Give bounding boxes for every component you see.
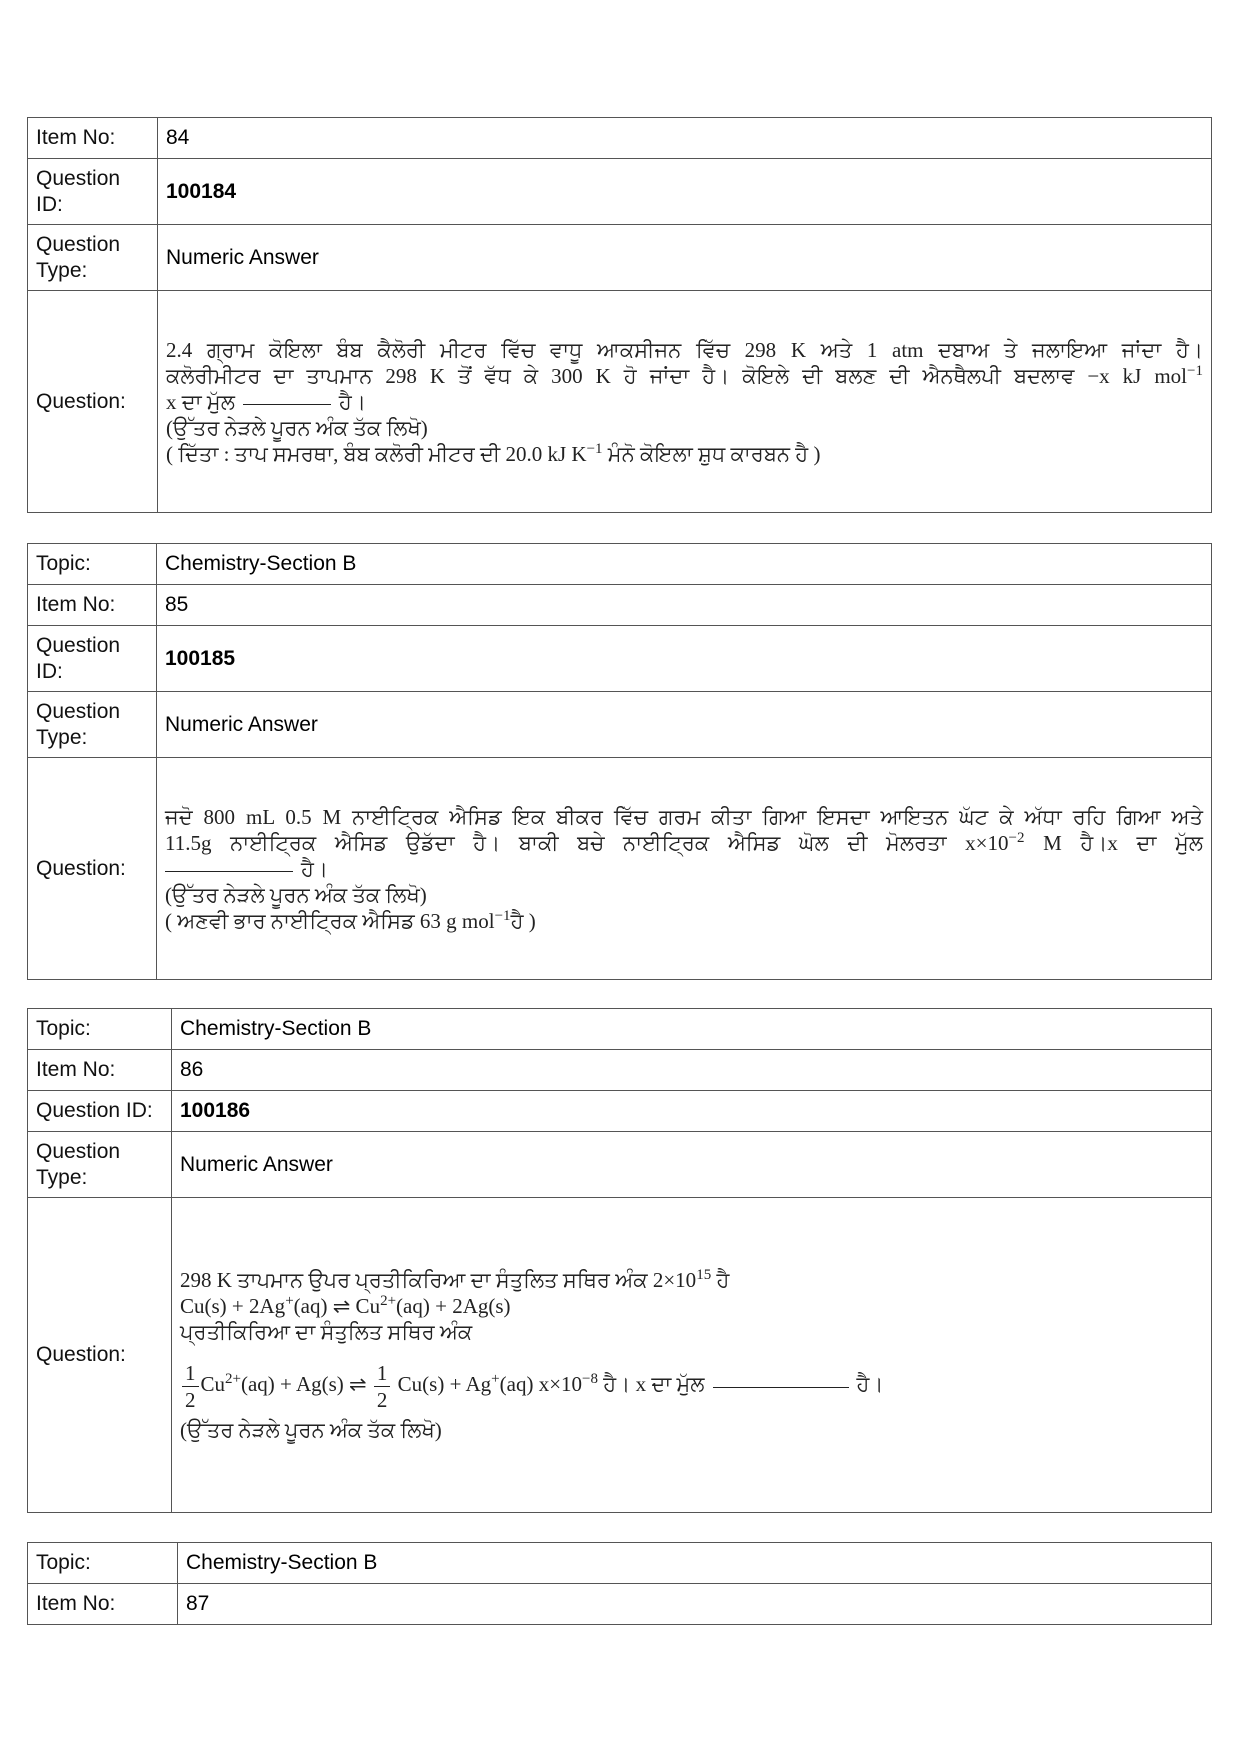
answer-blank bbox=[165, 869, 293, 872]
item-no-label: Item No: bbox=[28, 1584, 178, 1625]
question-id-value: 100184 bbox=[158, 159, 1212, 225]
answer-blank bbox=[713, 1385, 849, 1388]
question-label: Question: bbox=[28, 758, 157, 980]
question-line: ਕਲੋਰੀਮੀਟਰ ਦਾ ਤਾਪਮਾਨ 298 K ਤੋਂ ਵੱਧ ਕੇ 300 K ਹੋ ਜਾਂਦਾ ਹੈ। ਕੋਇਲੇ ਦੀ ਬਲਣ ਦੀ ਐਨਥੈਲਪੀ ਬਦਲਾਵ −x kJ mol$^{-1}$ bbox=[166, 362, 1203, 388]
question-text bbox=[172, 1198, 1212, 1513]
question-id-value: 100186 bbox=[172, 1091, 1212, 1132]
item-no-value: 84 bbox=[158, 118, 1212, 159]
question-line: 2.4 ਗ੍ਰਾਮ ਕੋਇਲਾ ਬੰਬ ਕੈਲੋਰੀ ਮੀਟਰ ਵਿੱਚ ਵਾਧੂ ਆਕਸੀਜਨ ਵਿੱਚ 298 K ਅਤੇ 1 atm ਦਬਾਅ ਤੇ ਜਲਾਇਆ ਜਾਂਦਾ ਹੈ। bbox=[166, 337, 1203, 362]
item-no-label: Item No: bbox=[28, 1050, 172, 1091]
item-no-label: Item No: bbox=[28, 118, 158, 159]
question-line: ਜਦੋ 800 mL 0.5 M ਨਾਈਟ੍ਰਿਕ ਐਸਿਡ ਇਕ ਬੀਕਰ ਵਿੱਚ ਗਰਮ ਕੀਤਾ ਗਿਆ ਇਸਦਾ ਆਇਤਨ ਘੱਟ ਕੇ ਅੱਧਾ ਰਹਿ ਗਿਆ ਅਤੇ bbox=[165, 804, 1203, 829]
question-type-value: Numeric Answer bbox=[158, 225, 1212, 291]
topic-value: Chemistry-Section B bbox=[172, 1009, 1212, 1050]
topic-label: Topic: bbox=[28, 1543, 178, 1584]
question-text bbox=[157, 758, 1212, 980]
question-id-label: Question ID: bbox=[28, 159, 158, 225]
fraction: $\frac{1}{2}$ bbox=[182, 1360, 199, 1413]
topic-label: Topic: bbox=[28, 1009, 172, 1050]
question-note: (ਉੱਤਰ ਨੇੜਲੇ ਪੂਰਨ ਅੰਕ ਤੱਕ ਲਿਖੋ) bbox=[166, 415, 428, 440]
question-type-value: Numeric Answer bbox=[172, 1132, 1212, 1198]
question-note: (ਉੱਤਰ ਨੇੜਲੇ ਪੂਰਨ ਅੰਕ ਤੱਕ ਲਿਖੋ) bbox=[165, 882, 427, 907]
question-text bbox=[158, 291, 1212, 513]
question-line: ਹੈ। bbox=[165, 856, 1203, 882]
question-id-label: Question ID: bbox=[28, 626, 157, 692]
topic-label: Topic: bbox=[28, 544, 157, 585]
question-line: x ਦਾ ਮੁੱਲ ਹੈ। bbox=[166, 389, 366, 414]
question-label: Question: bbox=[28, 1198, 172, 1513]
question-type-label: Question Type: bbox=[28, 1132, 172, 1198]
question-type-label: Question Type: bbox=[28, 225, 158, 291]
question-type-value: Numeric Answer bbox=[157, 692, 1212, 758]
question-given: ( ਦਿੱਤਾ : ਤਾਪ ਸਮਰਥਾ, ਬੰਬ ਕਲੋਰੀ ਮੀਟਰ ਦੀ 20.0 kJ $K^{-1}$ ਮੰਨੋ ਕੋਇਲਾ ਸ਼ੁਧ ਕਾਰਬਨ ਹੈ ) bbox=[166, 440, 821, 466]
reaction-equation: Cu(s) + 2Ag+(aq) ⇌ $Cu^{2+}(aq) + 2Ag(s)$ bbox=[180, 1293, 511, 1318]
question-id-label: Question ID: bbox=[28, 1091, 172, 1132]
question-line: ਪ੍ਰਤੀਕਿਰਿਆ ਦਾ ਸੰਤੁਲਿਤ ਸਥਿਰ ਅੰਕ bbox=[180, 1320, 473, 1344]
question-table-86 bbox=[27, 1008, 1212, 1513]
topic-value: Chemistry-Section B bbox=[157, 544, 1212, 585]
fraction: $\frac{1}{2}$ bbox=[374, 1360, 391, 1413]
question-line: 11.5g ਨਾਈਟ੍ਰਿਕ ਐਸਿਡ ਉਡੱਦਾ ਹੈ। ਬਾਕੀ ਬਚੇ ਨਾਈਟ੍ਰਿਕ ਐਸਿਡ ਘੋਲ ਦੀ ਮੋਲਰਤਾ $x\times 10^{-2}$ M ਹੈ।x ਦਾ ਮੁੱਲ bbox=[165, 829, 1204, 855]
reaction-equation: $\frac{1}{2}$ $Cu^{2+}(aq) + Ag(s)$ ⇌ $\frac{1}{2}$ Cu(s) + Ag+(aq) $x\times 10^{-8}$ ਹੈ। x ਦਾ ਮੁੱਲ ਹੈ। bbox=[180, 1351, 1203, 1417]
question-id-value: 100185 bbox=[157, 626, 1212, 692]
question-type-label: Question Type: bbox=[28, 692, 157, 758]
item-no-value: 86 bbox=[172, 1050, 1212, 1091]
question-note: (ਉੱਤਰ ਨੇੜਲੇ ਪੂਰਨ ਅੰਕ ਤੱਕ ਲਿਖੋ) bbox=[180, 1418, 442, 1442]
question-table-84 bbox=[27, 117, 1212, 513]
question-line: 298 K ਤਾਪਮਾਨ ਉਪਰ ਪ੍ਰਤੀਕਿਰਿਆ ਦਾ ਸੰਤੁਲਿਤ ਸਥਿਰ ਅੰਕ $2\times 10^{15}$ ਹੈ bbox=[180, 1267, 730, 1292]
question-table-87 bbox=[27, 1542, 1212, 1625]
question-given: ( ਅਣਵੀ ਭਾਰ ਨਾਈਟ੍ਰਿਕ ਐਸਿਡ 63 g mol$^{-1}$ਹੈ ) bbox=[165, 907, 536, 933]
item-no-value: 85 bbox=[157, 585, 1212, 626]
topic-value: Chemistry-Section B bbox=[178, 1543, 1212, 1584]
question-label: Question: bbox=[28, 291, 158, 513]
item-no-value: 87 bbox=[178, 1584, 1212, 1625]
question-table-85 bbox=[27, 543, 1212, 980]
item-no-label: Item No: bbox=[28, 585, 157, 626]
answer-blank bbox=[243, 402, 331, 405]
